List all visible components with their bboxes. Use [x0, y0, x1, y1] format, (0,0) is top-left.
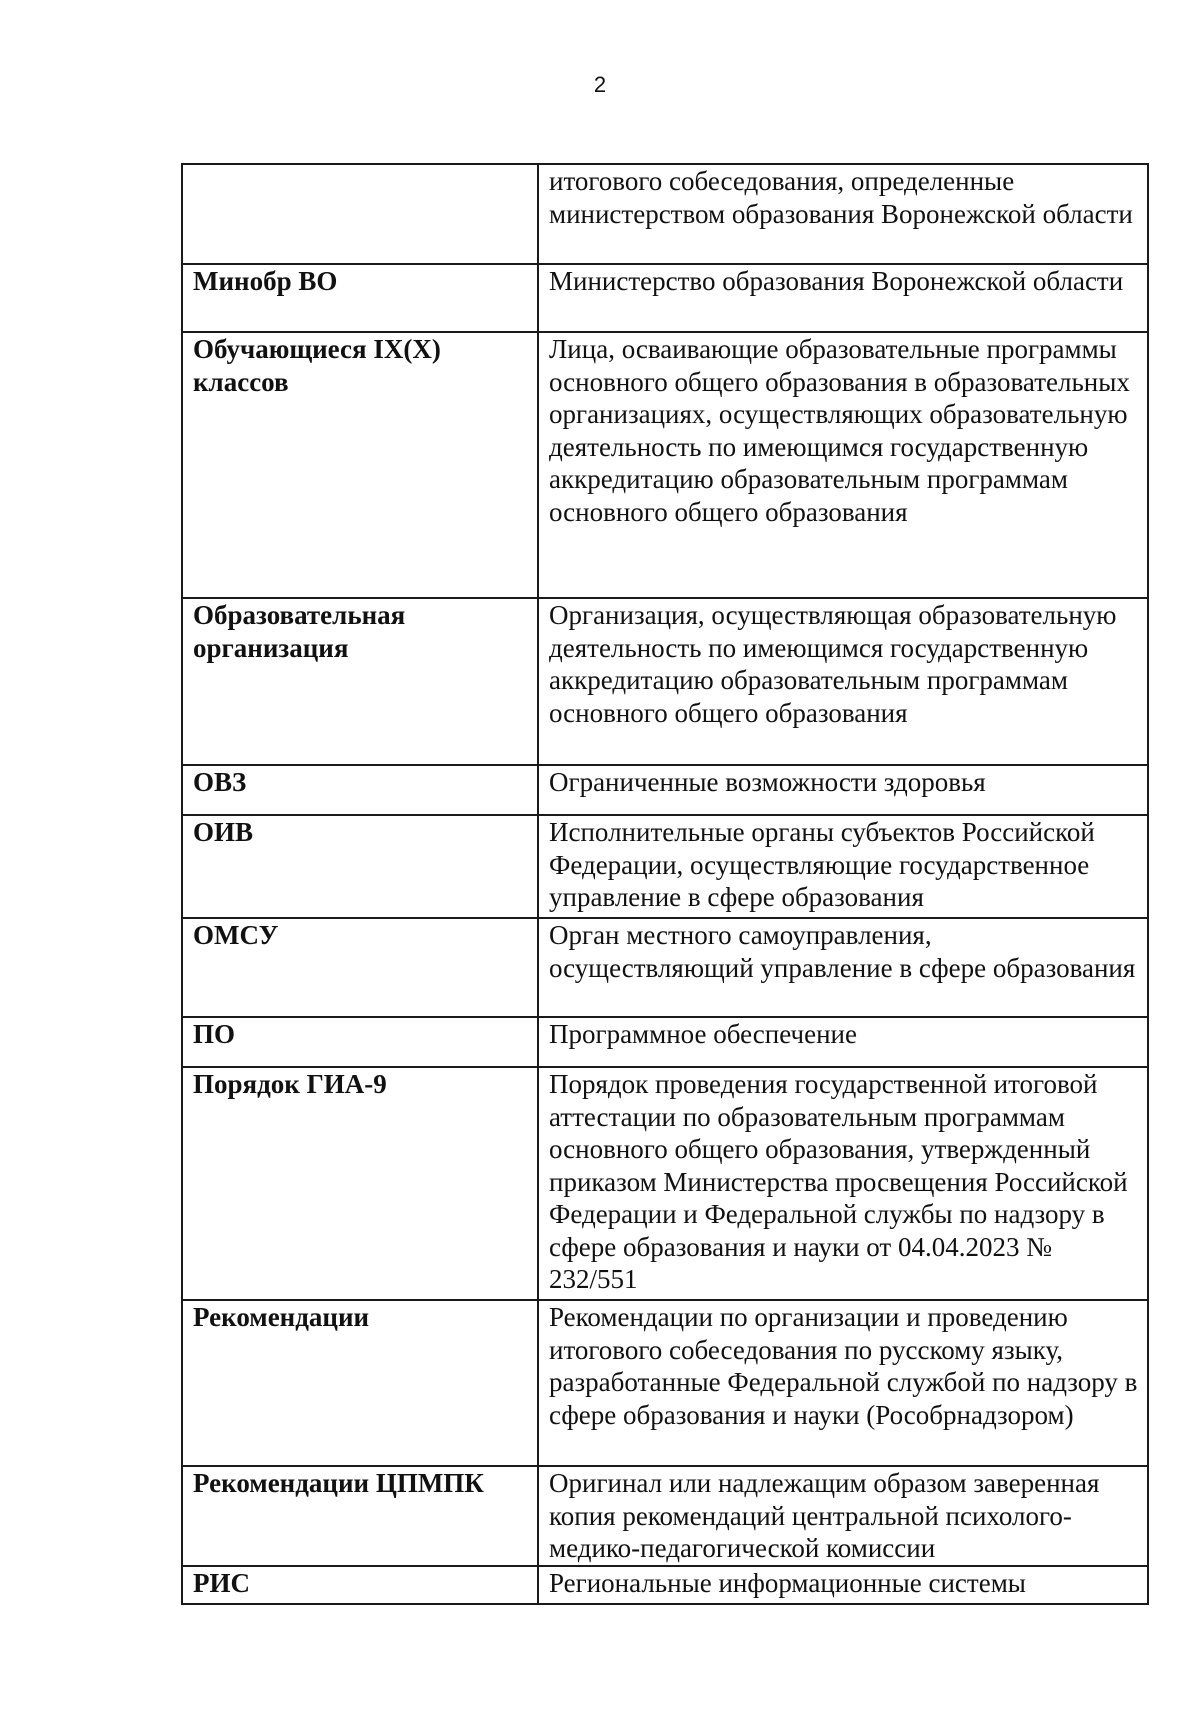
table-row — [182, 1067, 1148, 1300]
table-row — [182, 264, 1148, 332]
definition-cell: итогового собеседования, определенные министерством образования Воронежской области — [538, 164, 1148, 264]
definition-cell: Лица, осваивающие образовательные программы основного общего образования в образовательных организациях, осуществляющих образовательную деятельность по имеющимся государственную аккредитацию образовательным программам основного общего образования — [538, 332, 1148, 598]
term-cell: ОВЗ — [182, 765, 538, 815]
table-row — [182, 1017, 1148, 1067]
term-cell — [182, 164, 538, 264]
term-cell: Порядок ГИА-9 — [182, 1067, 538, 1300]
term-cell: Минобр ВО — [182, 264, 538, 332]
table-row — [182, 918, 1148, 1017]
term-cell: ПО — [182, 1017, 538, 1067]
definition-cell: Ограниченные возможности здоровья — [538, 765, 1148, 815]
table-row — [182, 1466, 1148, 1566]
abbreviations-table — [181, 163, 1149, 1605]
table-row — [182, 164, 1148, 264]
table-row — [182, 1566, 1148, 1604]
term-cell: Образовательная организация — [182, 598, 538, 765]
term-cell: Обучающиеся IX(X) классов — [182, 332, 538, 598]
table-row — [182, 815, 1148, 918]
definition-cell: Региональные информационные системы — [538, 1566, 1148, 1604]
table-row — [182, 765, 1148, 815]
page-number: 2 — [593, 72, 607, 97]
term-cell: ОИВ — [182, 815, 538, 918]
term-cell: ОМСУ — [182, 918, 538, 1017]
definition-cell: Оригинал или надлежащим образом заверенная копия рекомендаций центральной психолого-медико-педагогической комиссии — [538, 1466, 1148, 1566]
definition-cell: Порядок проведения государственной итоговой аттестации по образовательным программам основного общего образования, утвержденный приказом Министерства просвещения Российской Федерации и Федеральной службы по надзору в сфере образования и науки от 04.04.2023 № 232/551 — [538, 1067, 1148, 1300]
definition-cell: Орган местного самоуправления, осуществляющий управление в сфере образования — [538, 918, 1148, 1017]
definition-cell: Исполнительные органы субъектов Российской Федерации, осуществляющие государственное управление в сфере образования — [538, 815, 1148, 918]
definition-cell: Рекомендации по организации и проведению итогового собеседования по русскому языку, разработанные Федеральной службой по надзору в сфере образования и науки (Рособрнадзором) — [538, 1300, 1148, 1466]
table-row — [182, 332, 1148, 598]
table-row — [182, 1300, 1148, 1466]
table-row — [182, 598, 1148, 765]
definition-cell: Организация, осуществляющая образовательную деятельность по имеющимся государственную аккредитацию образовательным программам основного общего образования — [538, 598, 1148, 765]
definition-cell: Министерство образования Воронежской области — [538, 264, 1148, 332]
term-cell: РИС — [182, 1566, 538, 1604]
definition-cell: Программное обеспечение — [538, 1017, 1148, 1067]
term-cell: Рекомендации — [182, 1300, 538, 1466]
term-cell: Рекомендации ЦПМПК — [182, 1466, 538, 1566]
